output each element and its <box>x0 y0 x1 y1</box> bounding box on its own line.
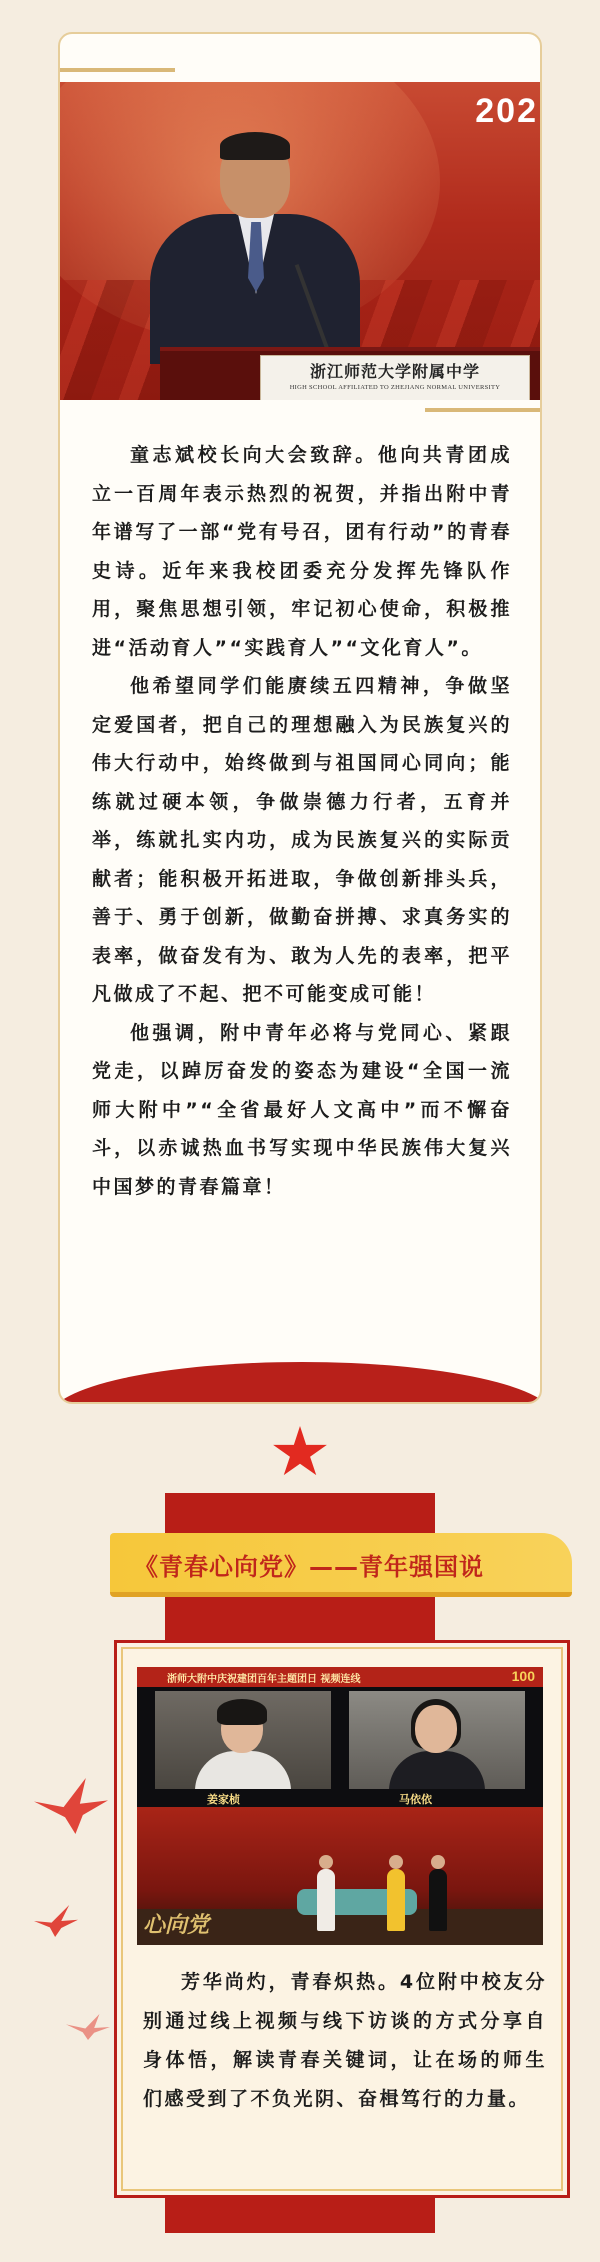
stage-person <box>387 1869 405 1931</box>
stage-person <box>317 1869 335 1931</box>
screen-header <box>137 1667 543 1687</box>
podium-plaque <box>260 355 530 400</box>
podium-school-name: 浙江师范大学附属中学 <box>309 362 480 381</box>
video-call-window <box>349 1691 525 1789</box>
article-body <box>92 436 512 1206</box>
centenary-badge: 100 <box>511 1668 535 1684</box>
screen-caption: 浙师大附中庆祝建团百年主题团日 视频连线 <box>167 1674 361 1685</box>
participant-name: 姜家桢 <box>207 1793 240 1806</box>
star-icon <box>272 1426 328 1480</box>
stage-logo-text: 心向党 <box>143 1912 210 1938</box>
paragraph: 芳华尚灼，青春炽热。4位附中校友分别通过线上视频与线下访谈的方式分享自身体悟，解读青春关键词，让在场的师生们感受到了不负光阴、奋楫笃行的力量。 <box>143 1971 547 2110</box>
podium-school-name-en: HIGH SCHOOL AFFILIATED TO ZHEJIANG NORMAL UNIVERSITY <box>289 384 501 391</box>
podium <box>160 347 540 400</box>
dove-icon <box>34 1905 78 1937</box>
section-content-box <box>114 1640 570 2198</box>
paragraph: 他强调，附中青年必将与党同心、紧跟党走，以踔厉奋发的姿态为建设“全国一流师大附中”“全省最好人文高中”而不懈奋斗，以赤诚热血书写实现中华民族伟大复兴中国梦的青春篇章！ <box>92 1021 512 1198</box>
section-body <box>143 1963 547 2119</box>
event-photo <box>137 1667 543 1945</box>
dove-icon <box>66 2014 110 2040</box>
article-card <box>58 32 542 1404</box>
paragraph: 童志斌校长向大会致辞。他向共青团成立一百周年表示热烈的祝贺，并指出附中青年谱写了一部“党有号召，团有行动”的青春史诗。近年来我校团委充分发挥先锋队作用，聚焦思想引领，牢记初心使命，积极推进“活动育人”“实践育人”“文化育人”。 <box>92 444 512 659</box>
decorative-line <box>425 408 540 412</box>
stage-scene <box>137 1807 543 1945</box>
stage-person <box>429 1869 447 1931</box>
section-title: 《青春心向党》——青年强国说 <box>134 1553 484 1581</box>
decorative-line <box>60 68 175 72</box>
dove-icon <box>34 1778 108 1834</box>
speaker-figure <box>140 122 390 352</box>
card-bottom-wave <box>58 1362 542 1404</box>
paragraph: 他希望同学们能赓续五四精神，争做坚定爱国者，把自己的理想融入为民族复兴的伟大行动中，始终做到与祖国同心同向；能练就过硬本领，争做崇德力行者，五育并举，练就扎实内功，成为民族复兴的实际贡献者；能积极开拓进取，争做创新排头兵，善于、勇于创新，做勤奋拼搏、求真务实的表率，做奋发有为、敢为人先的表率，把平凡做成了不起、把不可能变成可能！ <box>92 675 512 1005</box>
video-call-window <box>155 1691 331 1789</box>
banner-year-text: 202 <box>475 92 538 130</box>
speech-photo <box>60 82 542 400</box>
participant-name: 马依依 <box>399 1793 432 1806</box>
section-title-bar <box>110 1533 572 1597</box>
